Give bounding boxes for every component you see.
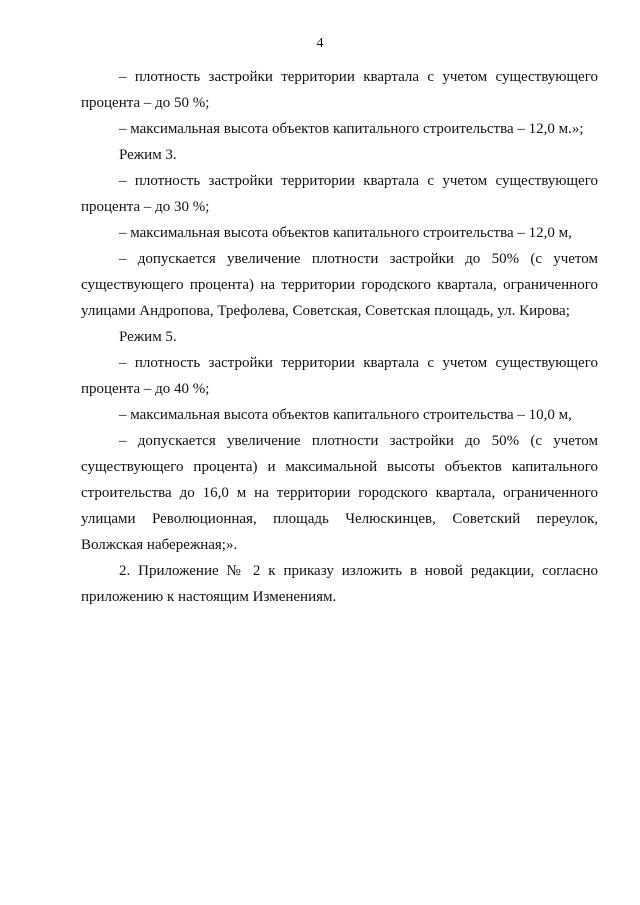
document-body bbox=[81, 64, 598, 610]
paragraph-density-height-increase-revolutsionnaya: – допускается увеличение плотности застройки до 50% (с учетом существующего процента) и максимальной высоты объектов капитального строительства до 16,0 м на территории городского квартала, ограниченного улицами Революционная, площадь Челюскинцев, Советский переулок, Волжская набережная;». bbox=[81, 433, 598, 553]
paragraph-height-12-end: – максимальная высота объектов капитального строительства – 12,0 м.»; bbox=[119, 121, 584, 137]
paragraph-height-12: – максимальная высота объектов капитального строительства – 12,0 м, bbox=[119, 225, 572, 241]
paragraph-mode-5-heading: Режим 5. bbox=[119, 329, 177, 345]
paragraph-density-50: – плотность застройки территории квартала с учетом существующего процента – до 50 %; bbox=[81, 69, 598, 111]
paragraph-density-increase-andropova: – допускается увеличение плотности застройки до 50% (с учетом существующего процента) на территории городского квартала, ограниченного улицами Андропова, Трефолева, Советская, Советская площадь, ул. Кирова; bbox=[81, 251, 598, 319]
paragraph-density-40: – плотность застройки территории квартала с учетом существующего процента – до 40 %; bbox=[81, 355, 598, 397]
paragraph-appendix-2: 2. Приложение № 2 к приказу изложить в новой редакции, согласно приложению к настоящим Изменениям. bbox=[81, 563, 598, 605]
paragraph-height-10: – максимальная высота объектов капитального строительства – 10,0 м, bbox=[119, 407, 572, 423]
paragraph-mode-3-heading: Режим 3. bbox=[119, 147, 177, 163]
page-number: 4 bbox=[316, 36, 324, 51]
paragraph-density-30: – плотность застройки территории квартала с учетом существующего процента – до 30 %; bbox=[81, 173, 598, 215]
